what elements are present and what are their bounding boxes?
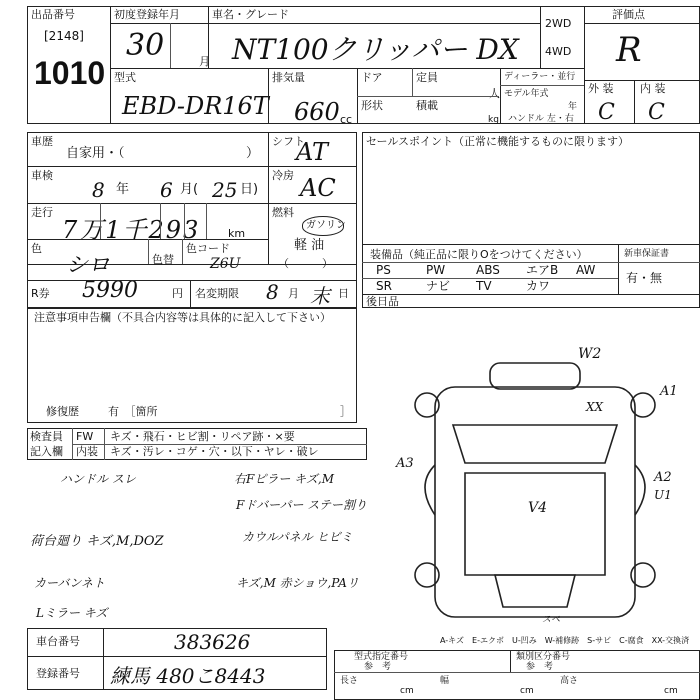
remark-6: カーバンネト bbox=[34, 576, 106, 590]
sales-label: セールスポイント（正常に機能するものに限ります） bbox=[366, 135, 630, 148]
fuel-gas: ガソリン bbox=[306, 220, 346, 231]
disp-unit: cc bbox=[340, 113, 353, 126]
remark-1: ハンドル スレ bbox=[60, 472, 136, 486]
length-label: 長さ bbox=[340, 676, 359, 686]
rating-value: R bbox=[616, 30, 642, 70]
fuel-diesel: 軽 油 bbox=[294, 238, 325, 253]
height-label: 高さ bbox=[560, 676, 579, 686]
mark-left: A3 bbox=[396, 456, 414, 471]
history-close: ） bbox=[246, 146, 260, 161]
handle-label: ハンドル 左・右 bbox=[508, 114, 574, 124]
equipment-row-1-item: PW bbox=[426, 263, 446, 277]
mileage-label: 走行 bbox=[31, 206, 53, 219]
class-no-label: 類別区分番号 bbox=[516, 652, 571, 662]
plate-label: 登録番号 bbox=[36, 667, 80, 680]
type-value: EBD-DR16T bbox=[122, 92, 269, 120]
remark-7: キズ,M 赤ショウ,PAリ bbox=[236, 576, 359, 590]
model-label: 車名・グレード bbox=[212, 8, 289, 21]
equipment-row-2-item: TV bbox=[476, 279, 492, 293]
interior-legend-label: 内装 bbox=[76, 445, 98, 458]
equipment-label: 装備品（純正品に限りOをつけてください） bbox=[370, 248, 588, 261]
recycle-label: R券 bbox=[31, 287, 50, 300]
name-change-label: 名変期限 bbox=[195, 287, 239, 300]
mark-bottom: スペ bbox=[542, 615, 561, 625]
shift-value: AT bbox=[296, 138, 329, 166]
lot-number: 1010 bbox=[34, 55, 106, 91]
shape-label: 形状 bbox=[361, 99, 383, 112]
color-label: 色 bbox=[31, 242, 42, 255]
equipment-row-2-item: SR bbox=[376, 279, 392, 293]
remark-4: 荷台廻り キズ,M,DOZ bbox=[30, 534, 164, 549]
chassis-label: 車台番号 bbox=[36, 635, 80, 648]
mark-right-top: A1 bbox=[660, 384, 678, 399]
equipment-row-2 bbox=[376, 279, 616, 294]
color-code-value: Z6U bbox=[210, 256, 241, 272]
type-ref-label: 参 考 bbox=[364, 662, 392, 672]
remark-8: Lミラー キズ bbox=[36, 606, 108, 620]
equipment-row-1-item: PS bbox=[376, 263, 391, 277]
interior-value: C bbox=[648, 100, 665, 125]
warranty-label: 新車保証書 bbox=[624, 249, 670, 259]
dealer-label: ディーラー・並行 bbox=[504, 72, 576, 82]
equipment-row-1-item: ABS bbox=[476, 263, 500, 277]
exterior-value: C bbox=[598, 100, 615, 125]
fuel-paren: （ ） bbox=[278, 257, 333, 270]
model-name: NT100クリッパー DX bbox=[232, 33, 519, 66]
chassis-value: 383626 bbox=[174, 630, 251, 654]
height-unit: cm bbox=[664, 686, 678, 696]
car-damage-diagram bbox=[395, 345, 690, 625]
name-change-day: 日 bbox=[338, 287, 349, 300]
mark-center: V4 bbox=[528, 500, 548, 516]
mileage-unit: km bbox=[228, 227, 246, 240]
history-value: 自家用・（ bbox=[66, 146, 125, 161]
name-change-month: 8 bbox=[266, 280, 279, 304]
ac-label: 冷房 bbox=[272, 169, 294, 182]
equipment-row-2-item: カワ bbox=[526, 279, 551, 293]
legend-row-1: キズ・飛石・ヒビ割・リペア跡・×要 bbox=[110, 430, 295, 443]
exterior-label: 外 装 bbox=[588, 82, 614, 95]
inspector-label: 検査員 bbox=[30, 430, 63, 443]
equipment-row-2-item: ナビ bbox=[426, 279, 451, 293]
ac-value: AC bbox=[300, 174, 336, 202]
recycle-unit: 円 bbox=[172, 287, 183, 300]
repair-label: 修復歴 bbox=[46, 405, 79, 418]
drive-4wd: 4WD bbox=[545, 45, 572, 58]
name-change-value: 末 bbox=[310, 284, 330, 308]
capacity-label: 定員 bbox=[416, 71, 438, 84]
load-unit: kg bbox=[488, 115, 499, 125]
inspection-year-unit: 年 bbox=[116, 182, 130, 197]
drive-2wd: 2WD bbox=[545, 17, 572, 30]
mileage-value: 7万1千293 bbox=[62, 216, 201, 244]
inspection-year: 8 bbox=[92, 178, 105, 202]
disp-label: 排気量 bbox=[272, 71, 305, 84]
damage-key: A-キズ E-エクボ U-凹み W-補修跡 S-サビ C-腐食 XX-交換済 bbox=[440, 636, 690, 645]
recorder-label: 記入欄 bbox=[30, 445, 63, 458]
plate-value: 練馬 480こ8443 bbox=[110, 664, 266, 688]
inspection-day-unit: 日) bbox=[240, 182, 259, 197]
notes-label: 注意事項申告欄（不具合内容等は具体的に記入して下さい） bbox=[34, 311, 331, 324]
class-ref-label: 参 考 bbox=[526, 662, 554, 672]
history-label: 車歴 bbox=[31, 135, 53, 148]
inspection-day: 25 bbox=[212, 178, 238, 202]
reg-month-unit: 月 bbox=[199, 55, 210, 68]
capacity-unit: 人 bbox=[489, 87, 500, 100]
warranty-value: 有・無 bbox=[626, 271, 663, 285]
remark-3: Fドバーパー ステー割り bbox=[236, 498, 368, 512]
legend-row-2: キズ・汚レ・コゲ・穴・以下・ヤレ・破レ bbox=[110, 445, 319, 458]
color-code-label: 色コード bbox=[186, 242, 230, 255]
name-change-unit: 月 bbox=[288, 287, 299, 300]
type-no-label: 型式指定番号 bbox=[354, 652, 409, 662]
shift-label: シフト bbox=[272, 135, 305, 148]
fuel-label: 燃料 bbox=[272, 206, 294, 219]
model-year-label: モデル年式 bbox=[504, 89, 549, 99]
width-label: 幅 bbox=[440, 676, 450, 686]
width-unit: cm bbox=[520, 686, 534, 696]
equipment-row-1-item: エアB bbox=[526, 263, 559, 277]
type-label: 型式 bbox=[114, 71, 136, 84]
inspection-label: 車検 bbox=[31, 169, 53, 182]
color-value: シロ bbox=[66, 253, 111, 278]
color-change-label: 色替 bbox=[152, 253, 174, 266]
remark-2: 右Fピラー キズ,M bbox=[234, 472, 335, 486]
lot-label: 出品番号 bbox=[31, 8, 75, 21]
door-label: ドア bbox=[361, 71, 383, 84]
fw-label: FW bbox=[76, 430, 94, 443]
equipment-row-1 bbox=[376, 263, 616, 278]
rating-label: 評価点 bbox=[612, 8, 645, 21]
mark-right-u1: U1 bbox=[654, 488, 672, 502]
disp-value: 660 bbox=[294, 98, 340, 126]
repair-value: 有 ［箇所 bbox=[108, 405, 158, 418]
post-label: 後日品 bbox=[366, 295, 399, 308]
inspection-month: 6 bbox=[160, 178, 173, 202]
reg-year: 30 bbox=[126, 28, 165, 63]
length-unit: cm bbox=[400, 686, 414, 696]
remark-5: カウルパネル ヒビミ bbox=[242, 530, 353, 544]
reg-label: 初度登録年月 bbox=[114, 8, 180, 21]
year-unit: 年 bbox=[568, 102, 578, 112]
recycle-value: 5990 bbox=[82, 278, 138, 303]
repair-close: ］ bbox=[340, 405, 351, 418]
equipment-row-1-item: AW bbox=[576, 263, 596, 277]
mark-top: W2 bbox=[578, 346, 602, 362]
mark-right: A2 bbox=[654, 470, 672, 485]
mark-right-xx: XX bbox=[586, 400, 604, 414]
lot-sub: [2148] bbox=[44, 29, 84, 43]
inspection-month-unit: 月( bbox=[180, 182, 199, 197]
load-label: 積載 bbox=[416, 99, 438, 112]
interior-label: 内 装 bbox=[640, 82, 666, 95]
